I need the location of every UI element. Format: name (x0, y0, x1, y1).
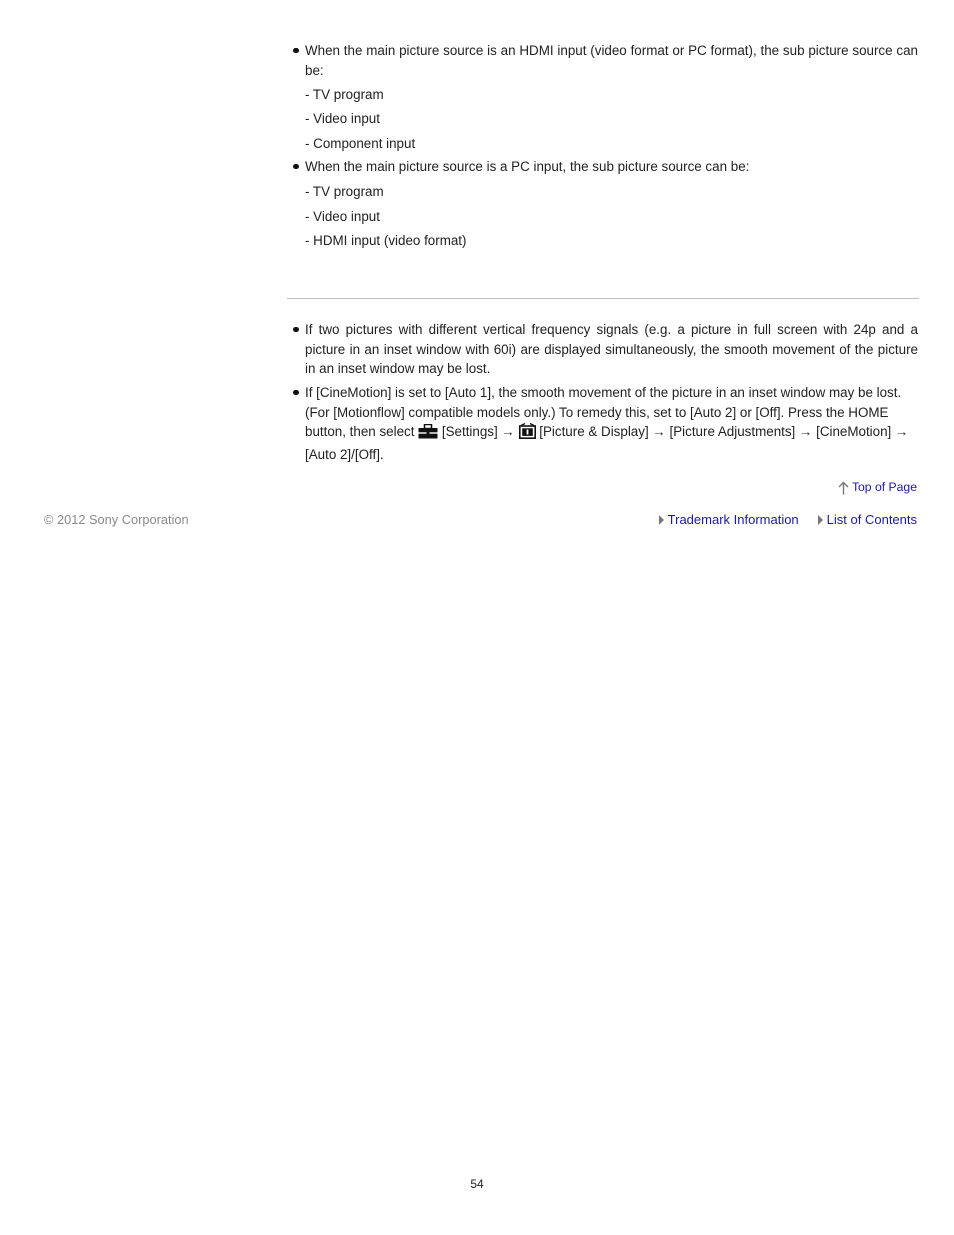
copyright: © 2012 Sony Corporation (44, 512, 189, 527)
bullet-hdmi-main (292, 41, 918, 80)
list-item: - TV program (305, 184, 384, 199)
list-of-contents-link[interactable] (818, 512, 917, 527)
list-item: - Video input (305, 209, 380, 224)
bullet-pc-main (292, 157, 918, 177)
list-item: - Video input (305, 111, 380, 126)
section-divider (287, 298, 919, 299)
picture-display-icon (519, 423, 536, 445)
bullet-pc-main-text: When the main picture source is a PC input, the sub picture source can be: (305, 159, 750, 174)
contents-label: List of Contents (826, 512, 917, 527)
bullet-cinemotion-text-1: If [CineMotion] is set to [Auto 1], the smooth movement of the picture in an inset window may be lost. (For [Motionflow] compatible models only.) To remedy this, set to [Auto 2] or [Off]. Press the HOME button, then select (305, 385, 902, 440)
bullet-hdmi-main-text: When the main picture source is an HDMI input (video format or PC format), the sub picture source can be: (305, 43, 918, 78)
toolbox-icon (418, 424, 438, 445)
triangle-right-icon (659, 515, 664, 525)
footer-links (640, 511, 917, 528)
top-of-page-link[interactable] (838, 479, 917, 499)
bullet-frequency-note (292, 320, 918, 379)
page-number: 54 (470, 1177, 484, 1191)
bullet-cinemotion-text-2: [Settings] → (438, 424, 519, 440)
list-item: - TV program (305, 87, 384, 102)
triangle-right-icon (818, 515, 823, 525)
arrow-up-icon (838, 481, 849, 499)
bullet-cinemotion-note (292, 383, 918, 464)
list-item: - Component input (305, 136, 416, 151)
list-item: - HDMI input (video format) (305, 233, 467, 248)
trademark-information-link[interactable] (659, 512, 799, 527)
bullet-frequency-text: If two pictures with different vertical frequency signals (e.g. a picture in full screen with 24p and a picture in an inset window with 60i) are displayed simultaneously, the smooth movement of the picture in an inset window may be lost. (305, 322, 918, 377)
top-of-page-label: Top of Page (851, 480, 917, 494)
trademark-label: Trademark Information (667, 512, 799, 527)
bullet-cinemotion-text-3: [Picture & Display] → [Picture Adjustments] → [CineMotion] → [Auto 2]/[Off]. (305, 424, 909, 462)
